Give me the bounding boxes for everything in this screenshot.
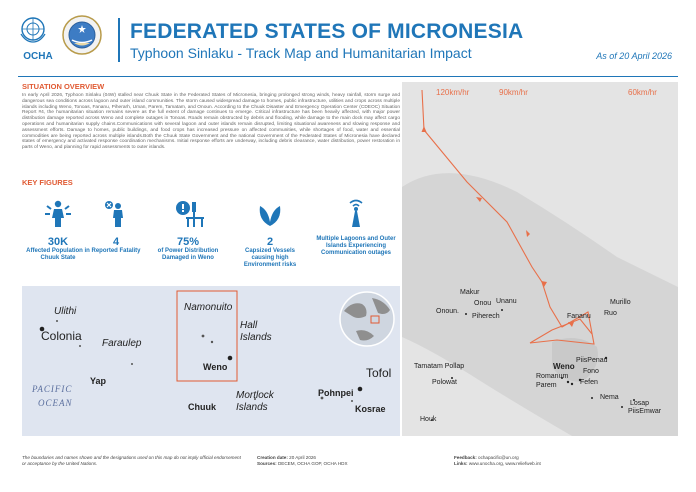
key-figure-vessels xyxy=(234,198,306,269)
label-namonuito: Namonuito xyxy=(184,302,233,313)
power-damage-icon xyxy=(172,198,204,230)
label-colonia: Colonia xyxy=(41,329,82,343)
fatality-icon xyxy=(100,198,132,230)
header-divider xyxy=(118,18,120,62)
label-kosrae: Kosrae xyxy=(355,404,386,414)
place-romanum: Romanum xyxy=(536,373,569,380)
key-figure-fatality xyxy=(80,198,152,255)
place-losap: Losap xyxy=(630,400,650,407)
page-title: FEDERATED STATES OF MICRONESIA xyxy=(130,20,524,43)
label-hall: Hall xyxy=(240,320,258,331)
footer-metadata xyxy=(257,455,397,467)
header xyxy=(0,0,696,78)
creation-label: Creation date: xyxy=(257,455,288,460)
label-tofol: Tofol xyxy=(366,366,392,380)
situation-heading: SITUATION OVERVIEW xyxy=(22,82,105,91)
feedback-link[interactable]: ochapacific@un.org xyxy=(478,455,519,460)
place-fananu: Fananu xyxy=(567,313,591,320)
label-hall-islands: Islands xyxy=(240,332,272,343)
place-ruo: Ruo xyxy=(604,310,617,317)
links-value[interactable]: www.unocha.org, www.reliefweb.int xyxy=(468,461,541,466)
key-figures xyxy=(22,178,400,278)
wind-120-label: 120km/hr xyxy=(436,88,470,97)
key-figure-value: 30K xyxy=(47,236,69,248)
place-houk: Houk xyxy=(420,416,437,423)
vessel-icon xyxy=(254,198,286,230)
key-figure-label: of Power Distribution Damaged in Weno xyxy=(157,248,219,261)
label-chuuk: Chuuk xyxy=(188,402,216,412)
creation-value: 20 April 2026 xyxy=(289,455,316,460)
label-mortlock-islands: Islands xyxy=(236,402,268,413)
footer-disclaimer: The boundaries and names shown and the designations used on this map do not imply official endorsement or acceptance by the United Nations. xyxy=(22,455,241,466)
place-piisemwar: PiisEmwar xyxy=(628,408,662,415)
label-faraulep: Faraulep xyxy=(102,338,142,349)
key-figure-value: 2 xyxy=(266,236,274,248)
report-date: As of 20 April 2026 xyxy=(596,51,672,61)
place-weno: Weno xyxy=(553,362,575,371)
feedback-label: Feedback: xyxy=(454,455,477,460)
label-ocean: OCEAN xyxy=(38,398,73,408)
place-unanu: Unanu xyxy=(496,298,517,305)
label-ulithi: Ulithi xyxy=(54,306,77,317)
weno-marker xyxy=(228,356,233,361)
page-subtitle: Typhoon Sinlaku - Track Map and Humanitarian Impact xyxy=(130,45,472,61)
key-figure-communication xyxy=(316,198,396,257)
place-nema: Nema xyxy=(600,394,619,401)
ocha-logo xyxy=(18,14,58,64)
un-emblem-icon xyxy=(18,14,48,44)
place-polowat: Polowat xyxy=(432,379,457,386)
place-onoun: Onoun. xyxy=(436,308,459,315)
key-figure-label: Reported Fatality xyxy=(91,248,141,254)
communication-icon xyxy=(340,198,372,230)
tofol-marker xyxy=(358,387,363,392)
place-tamatam: Tamatam Pollap xyxy=(414,363,465,370)
fsm-seal-icon xyxy=(62,15,102,55)
key-figures-heading: KEY FIGURES xyxy=(22,178,73,187)
wind-90-label: 90km/hr xyxy=(499,88,528,97)
place-onou: Onou xyxy=(474,300,492,307)
label-pacific: PACIFIC xyxy=(32,384,73,394)
sources-label: Sources: xyxy=(257,461,277,466)
situation-text: In early April 2026, Typhoon Sinlaku (04W) stalled near Chuuk State in the Federated States of Micronesia, bringing prolonged strong winds, heavy rainfall, storm surge and dangerous sea conditions across lagoon and outer island communities. The storm caused widespread damage to homes, public infrastructure, utilities and crops across multiple islands including Weno, Tonoas, Fananu, Piherarh, Uman, Parem, Tamatam, and Onoun. According to the Chuuk Disaster and Emergency Operation Center (CDEOC) Situation Report #4, the humanitarian situation remains severe as the full extent of damage continues to emerge. Critical infrastructure has been heavily affected, with major power distribution damage reported across Weno and complete outages in Tonoas. Roads remain obstructed by debris and flooding, while damage to the main dock may affect cargo operations and humanitarian supply chains.Communications with several lagoon and outer islands remain disrupted, limiting situational awareness and slowing response and assessment efforts. Damage to homes, public buildings, and food crops has increased pressure on affected communities, while shortages of food, water and essential commodities are being reported across multiple islands.Both the Chuuk State Government and the national Government of the Federated States of Micronesia have declared states of emergency and activated response coordination mechanisms. Initial response efforts are underway, including debris clearance, water distribution, power restoration in parts of Weno, and planning for rapid assessments to outer islands. xyxy=(22,93,400,151)
key-figure-power xyxy=(152,198,224,262)
links-label: Links: xyxy=(454,461,468,466)
footer-contact xyxy=(454,455,654,467)
key-figure-value: 75% xyxy=(176,236,200,248)
footer xyxy=(22,455,678,475)
label-weno: Weno xyxy=(203,362,228,372)
globe-inset xyxy=(340,292,394,346)
label-pohnpei: Pohnpei xyxy=(318,388,354,398)
place-parem: Parem xyxy=(536,382,557,389)
key-figure-label: Affected Population in Chuuk State xyxy=(26,248,90,261)
place-makur: Makur xyxy=(460,289,480,296)
key-figure-label: Multiple Lagoons and Outer Islands Experiencing Communication outages xyxy=(316,236,396,256)
ocha-label: OCHA xyxy=(23,51,53,62)
label-yap: Yap xyxy=(90,376,107,386)
place-piispenau: PiisPenau xyxy=(576,357,608,364)
islands-overview-map xyxy=(22,286,400,436)
header-rule xyxy=(18,76,678,77)
affected-people-icon xyxy=(42,198,74,230)
wind-60-label: 60km/hr xyxy=(628,88,657,97)
key-figure-label: Capsized Vessels causing high Environment risks xyxy=(243,248,297,268)
place-murillo: Murillo xyxy=(610,299,631,306)
place-fono: Fono xyxy=(583,368,599,375)
typhoon-track-map xyxy=(402,82,678,436)
sources-value: DECEM, OCHA GOP, OCHA HDX xyxy=(277,461,348,466)
place-piherech: Piherech xyxy=(472,313,500,320)
situation-overview xyxy=(22,82,400,182)
label-mortlock: Mortlock xyxy=(236,390,274,401)
place-fefen: Fefen xyxy=(580,379,598,386)
key-figure-value: 4 xyxy=(112,236,120,248)
